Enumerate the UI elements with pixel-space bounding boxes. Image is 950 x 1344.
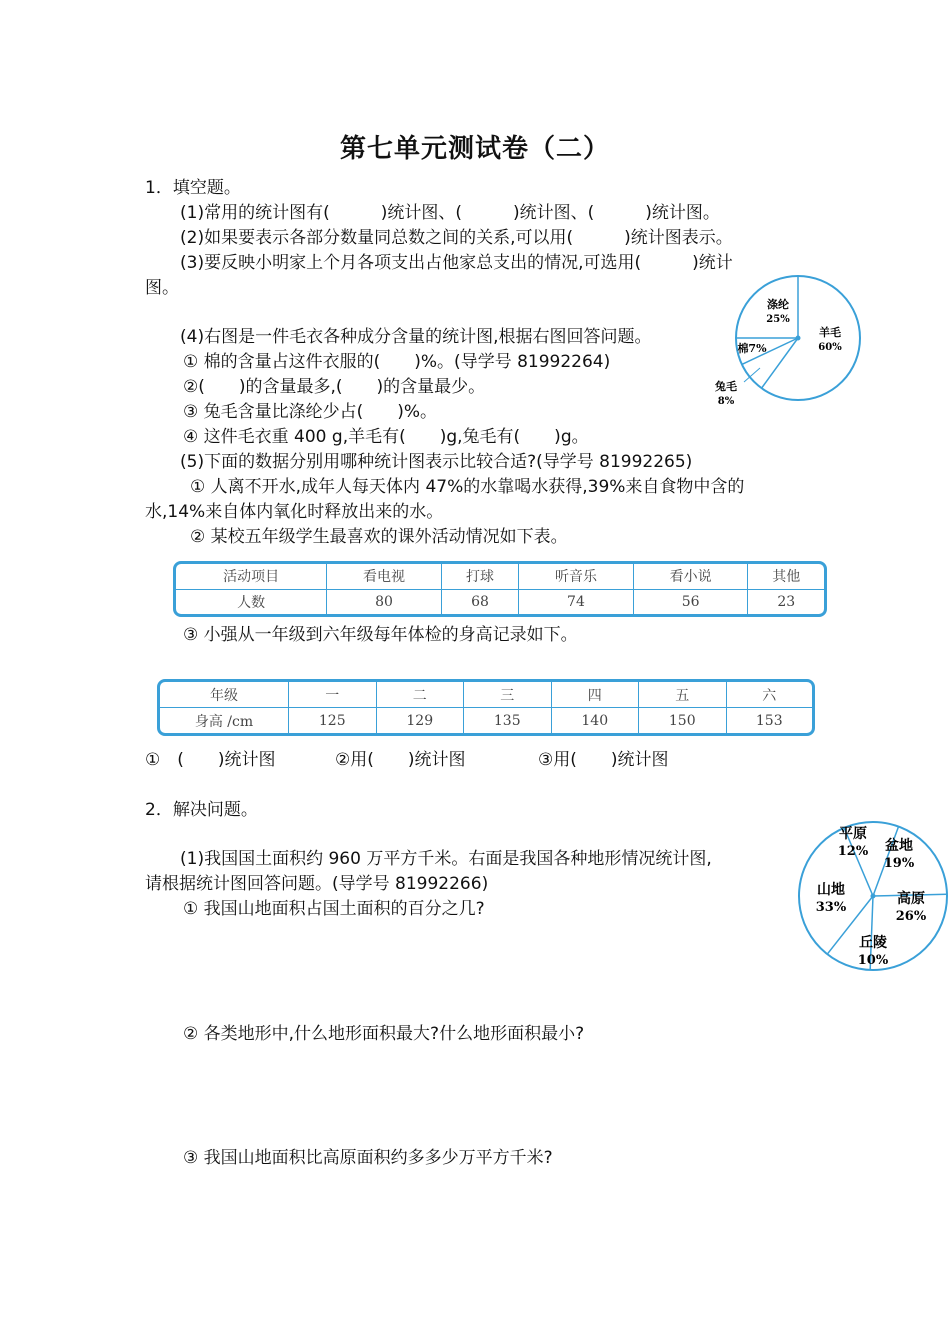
height-table-header-cell: 六 [726, 682, 812, 708]
sweater-composition-pie-chart [700, 270, 875, 415]
pie-slice-label: 羊毛 [819, 326, 841, 339]
activity-table [173, 561, 827, 617]
activity-table-header-row [176, 564, 824, 589]
answer-1-5-3: ③用( )统计图 [538, 750, 669, 770]
height-table-header-cell: 四 [551, 682, 639, 708]
pie-slice-label: 山地 [817, 882, 845, 898]
activity-table-value-cell: 人数 [176, 589, 327, 614]
activity-table-header-cell: 打球 [441, 564, 518, 589]
height-table-header-cell: 年级 [160, 682, 289, 708]
answer-1-5-2: ②用( )统计图 [335, 750, 466, 770]
height-table-value-cell: 身高 /cm [160, 708, 289, 734]
question-1-5-3: ③ 小强从一年级到六年级每年体检的身高记录如下。 [183, 625, 578, 645]
pie-slice-value: 25% [766, 314, 790, 325]
question-1-4-3: ③ 兔毛含量比涤纶少占( )%。 [183, 402, 438, 422]
pie-slice-label: 兔毛 [715, 380, 737, 393]
pie-slice-value: 33% [815, 900, 847, 915]
problem-2-1-3: ③ 我国山地面积比高原面积约多多少万平方千米? [183, 1148, 553, 1168]
pie-slice-label: 丘陵 [859, 935, 887, 951]
height-table-value-cell: 129 [376, 708, 464, 734]
answer-1-5-1: ① ( )统计图 [145, 750, 276, 770]
question-1-5: (5)下面的数据分别用哪种统计图表示比较合适?(导学号 81992265) [180, 452, 693, 472]
pie-slice-label: 平原 [839, 826, 867, 842]
question-1-4: (4)右图是一件毛衣各种成分含量的统计图,根据右图回答问题。 [180, 327, 652, 347]
pie-slice-label: 高原 [897, 891, 925, 907]
activity-table-header-cell: 活动项目 [176, 564, 327, 589]
question-1-4-4: ④ 这件毛衣重 400 g,羊毛有( )g,兔毛有( )g。 [183, 427, 589, 447]
pie-slice-value: 12% [837, 844, 869, 859]
question-1-5-1-cont: 水,14%来自体内氧化时释放出来的水。 [145, 502, 444, 522]
activity-table-value-cell: 68 [441, 589, 518, 614]
pie-center [871, 894, 876, 899]
height-table [157, 679, 815, 736]
pie-slice-label: 棉7% [737, 342, 767, 355]
activity-table-header-cell: 听音乐 [519, 564, 634, 589]
activity-table-header-cell: 看电视 [327, 564, 442, 589]
question-1-2: (2)如果要表示各部分数量同总数之间的关系,可以用( )统计图表示。 [180, 228, 733, 248]
pie-slice-label: 盆地 [885, 838, 913, 854]
height-table-value-cell: 135 [464, 708, 552, 734]
question-1-4-2: ②( )的含量最多,( )的含量最少。 [183, 377, 486, 397]
height-table-value-cell: 140 [551, 708, 639, 734]
problem-2-1-2: ② 各类地形中,什么地形面积最大?什么地形面积最小? [183, 1024, 585, 1044]
height-table-header-cell: 一 [289, 682, 377, 708]
activity-table-value-cell: 56 [633, 589, 748, 614]
question-1-4-1: ① 棉的含量占这件衣服的( )%。(导学号 81992264) [183, 352, 611, 372]
height-table-header-cell: 五 [639, 682, 727, 708]
terrain-pie-chart [795, 818, 950, 978]
pie-slice-label: 涤纶 [767, 298, 789, 311]
pie-slice-value: 10% [857, 953, 889, 968]
problem-2-1-1: ① 我国山地面积占国土面积的百分之几? [183, 899, 485, 919]
pie-slice-divider [762, 338, 798, 388]
pie-slice-value: 60% [818, 342, 842, 353]
activity-table-value-cell: 80 [327, 589, 442, 614]
activity-table-value-cell: 74 [519, 589, 634, 614]
section1-heading: 1．填空题。 [145, 178, 241, 198]
pie-slice-value: 26% [895, 909, 927, 924]
problem-2-1-cont: 请根据统计图回答问题。(导学号 81992266) [145, 874, 489, 894]
height-table-value-cell: 150 [639, 708, 727, 734]
page-title: 第七单元测试卷（二） [339, 134, 610, 164]
activity-table-header-cell: 其他 [748, 564, 824, 589]
activity-table-data-row [176, 589, 824, 614]
pie-center [796, 336, 801, 341]
pie-slice-value: 8% [717, 396, 735, 407]
height-table-value-cell: 153 [755, 712, 783, 729]
height-table-value-cell: 125 [289, 708, 377, 734]
activity-table-value-cell: 23 [777, 593, 796, 610]
question-1-3: (3)要反映小明家上个月各项支出占他家总支出的情况,可选用( )统计 [180, 253, 733, 273]
question-1-5-1: ① 人离不开水,成年人每天体内 47%的水靠喝水获得,39%来自食物中含的 [190, 477, 745, 497]
question-1-1: (1)常用的统计图有( )统计图、( )统计图、( )统计图。 [180, 203, 720, 223]
question-1-3-cont: 图。 [145, 278, 179, 298]
section2-heading: 2．解决问题。 [145, 800, 258, 820]
height-table-data-row [160, 708, 812, 734]
pie-slice-value: 19% [883, 856, 915, 871]
height-table-header-row [160, 682, 812, 708]
height-table-header-cell: 二 [376, 682, 464, 708]
question-1-5-2: ② 某校五年级学生最喜欢的课外活动情况如下表。 [190, 527, 568, 547]
problem-2-1: (1)我国国土面积约 960 万平方千米。右面是我国各种地形情况统计图, [180, 849, 712, 869]
height-table-header-cell: 三 [464, 682, 552, 708]
activity-table-header-cell: 看小说 [633, 564, 748, 589]
